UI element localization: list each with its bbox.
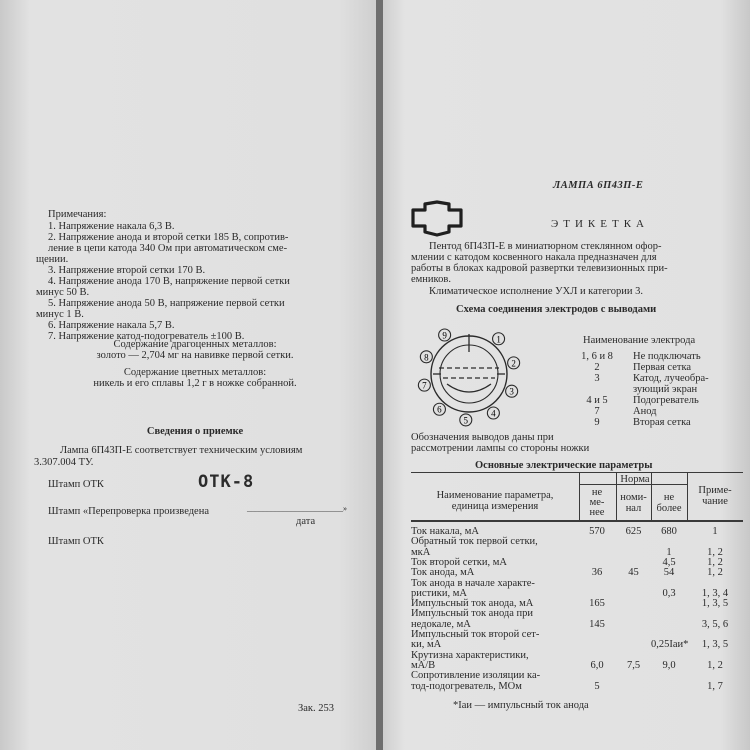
label-title: ЭТИКЕТКА	[551, 218, 649, 230]
pin-label: 6	[437, 404, 442, 415]
row-max-value: 0,25Iаи*	[651, 639, 689, 651]
header-param-name: Наименование параметра,	[436, 490, 554, 501]
header-param-unit: единица измерения	[451, 501, 539, 512]
row-param-name: Сопротивление изоляции ка-	[411, 670, 541, 682]
climate-text: Климатическое исполнение УХЛ и категории 3.	[429, 286, 644, 297]
row-min-value: 165	[589, 598, 605, 610]
electrode-header: Наименование электрода	[583, 335, 696, 346]
row-min-value: 5	[594, 680, 600, 692]
table-footnote: *Iаи — импульсный ток анода	[453, 700, 589, 711]
electrode-pins: 1, 6 и 8	[581, 351, 613, 362]
row-param-name: мА/В	[411, 659, 436, 671]
electrode-name: Первая сетка	[633, 362, 692, 373]
header-min: ме-	[589, 497, 605, 508]
row-param-name: Ток анода, мА	[411, 567, 475, 579]
row-param-name: мкА	[411, 546, 431, 558]
table-rule	[411, 520, 743, 522]
row-param-name: ристики, мА	[411, 587, 467, 599]
acceptance-title: Сведения о приемке	[146, 426, 244, 437]
electrode-name: зующий экран	[633, 384, 698, 395]
row-note: 1, 3, 5	[701, 639, 729, 651]
note-line: 7. Напряжение катод-подогреватель ±100 В.	[48, 331, 245, 342]
table-rule	[411, 472, 743, 473]
stamp-otk-label: Штамп ОТК	[48, 479, 104, 490]
acceptance-text-2: 3.307.004 ТУ.	[34, 457, 94, 468]
row-param-name: Импульсный ток анода при	[411, 608, 534, 620]
electrode-name: Катод, лучеобра-	[633, 373, 709, 384]
electrode-name: Анод	[633, 406, 657, 417]
pentode-tube-symbol-icon	[407, 198, 467, 240]
row-note: 1, 2	[707, 567, 723, 579]
electrode-name: Подогреватель	[633, 395, 699, 406]
note-line: 5. Напряжение анода 50 В, напряжение первой сетки	[48, 298, 285, 309]
row-max-value: 4,5	[662, 556, 676, 568]
intro-line: емников.	[411, 274, 451, 285]
row-max-value: 680	[661, 526, 677, 537]
electrode-pins: 3	[594, 373, 600, 384]
pin-diagram	[413, 318, 525, 430]
row-param-name: Крутизна характеристики,	[411, 649, 529, 661]
note-line: 6. Напряжение накала 5,7 В.	[48, 320, 175, 331]
electrode-pins: 9	[594, 417, 600, 428]
pin-note-1: Обозначения выводов даны при	[411, 432, 554, 443]
electrode-pins: 2	[594, 362, 600, 373]
row-note: 3, 5, 6	[701, 618, 729, 630]
precious-metals-title: Содержание драгоценных металлов:	[113, 339, 277, 350]
pin-note-2: рассмотрении лампы со стороны ножки	[411, 443, 590, 454]
row-max-value: 0,3	[662, 587, 676, 599]
note-line: 1. Напряжение накала 6,3 В.	[48, 221, 175, 232]
precious-metals-value: золото — 2,704 мг на навивке первой сетки.	[96, 350, 294, 361]
row-param-name: ки, мА	[411, 639, 442, 651]
header-min: не	[591, 487, 603, 498]
note-line: ление в цепи катода 340 Ом при автоматическом сме-	[48, 243, 288, 254]
acceptance-text-1: Лампа 6П43П-Е соответствует техническим условиям	[60, 445, 303, 456]
pin-label: 2	[511, 358, 516, 369]
note-line: 2. Напряжение анода и второй сетки 185 В, сопротив-	[48, 232, 289, 243]
right-page	[383, 0, 750, 750]
row-param-name: тод-подогреватель, МОм	[411, 680, 522, 692]
row-note: 1, 2	[707, 546, 723, 558]
row-param-name: Ток накала, мА	[411, 526, 479, 537]
notes-title: Примечания:	[48, 209, 107, 220]
row-note: 1, 3, 4	[701, 587, 729, 599]
row-nominal-value: 45	[628, 567, 639, 579]
row-max-value: 1	[666, 546, 672, 558]
header-nominal: нал	[625, 503, 642, 514]
electrode-name: Вторая сетка	[633, 417, 691, 428]
stamp-otk-label-2: Штамп ОТК	[48, 536, 104, 547]
scheme-title: Схема соединения электродов с выводами	[456, 304, 657, 315]
row-note: 1, 7	[707, 680, 723, 692]
row-param-name: Импульсный ток второй сет-	[411, 629, 540, 640]
pin-label: 9	[442, 330, 447, 341]
nonferrous-metals-value: никель и его сплавы 1,2 г в ножке собранной.	[93, 378, 297, 389]
recheck-label: Штамп «Перепроверка произведена	[48, 506, 210, 517]
row-nominal-value: 7,5	[626, 659, 641, 671]
pin-label: 7	[422, 380, 427, 391]
row-param-name: Обратный ток первой сетки,	[411, 536, 538, 548]
row-note: 1, 2	[707, 556, 723, 568]
intro-line: млении с катодом косвенного накала предназначен для	[411, 252, 657, 263]
header-max: более	[656, 503, 682, 514]
pin-label: 8	[424, 352, 429, 363]
row-nominal-value: 625	[625, 526, 642, 537]
nonferrous-metals-title: Содержание цветных металлов:	[123, 367, 267, 378]
order-number: Зак. 253	[298, 703, 335, 714]
note-line: минус 50 В.	[36, 287, 90, 298]
row-max-value: 9,0	[662, 659, 676, 671]
pin-label: 5	[463, 415, 469, 426]
header-note: чание	[702, 496, 728, 507]
note-line: щении.	[36, 254, 69, 265]
row-note: 1	[712, 526, 718, 537]
row-min-value: 36	[591, 567, 603, 579]
book-gutter	[376, 0, 383, 750]
otk-stamp-mark: ОТК-8	[198, 472, 255, 492]
electrode-pins: 4 и 5	[586, 395, 608, 406]
row-param-name: Импульсный ток анода, мА	[411, 598, 534, 610]
note-line: 4. Напряжение анода 170 В, напряжение первой сетки	[48, 276, 290, 287]
row-note: 1, 3, 5	[701, 598, 729, 610]
row-min-value: 570	[589, 526, 605, 537]
recheck-date: дата	[296, 516, 316, 527]
params-title: Основные электрические параметры	[475, 460, 653, 471]
row-note: 1, 2	[707, 659, 723, 671]
row-min-value: 145	[589, 618, 605, 630]
pin-label: 4	[491, 408, 496, 419]
lamp-title: ЛАМПА 6П43П-Е	[553, 180, 644, 191]
recheck-blank: ________________________»	[247, 504, 347, 513]
row-param-name: недокале, мА	[411, 618, 471, 630]
row-max-value: 54	[663, 567, 675, 579]
row-min-value: 6,0	[590, 659, 604, 671]
intro-line: Пентод 6П43П-Е в миниатюрном стеклянном офор-	[429, 241, 662, 252]
header-norm: Норма	[620, 474, 650, 485]
row-param-name: Ток второй сетки, мА	[411, 556, 507, 568]
electrode-pins: 7	[594, 406, 600, 417]
header-nominal: номи-	[620, 492, 647, 503]
header-min: нее	[589, 507, 605, 518]
pin-label: 1	[496, 334, 501, 345]
header-note: Приме-	[698, 485, 732, 496]
pin-label: 3	[509, 386, 514, 397]
electrode-name: Не подключать	[633, 351, 701, 362]
note-line: 3. Напряжение второй сетки 170 В.	[48, 265, 206, 276]
note-line: минус 1 В.	[36, 309, 84, 320]
row-param-name: Ток анода в начале характе-	[411, 577, 535, 589]
intro-line: работы в блоках кадровой развертки телевизионных при-	[411, 263, 668, 274]
header-max: не	[663, 492, 675, 503]
